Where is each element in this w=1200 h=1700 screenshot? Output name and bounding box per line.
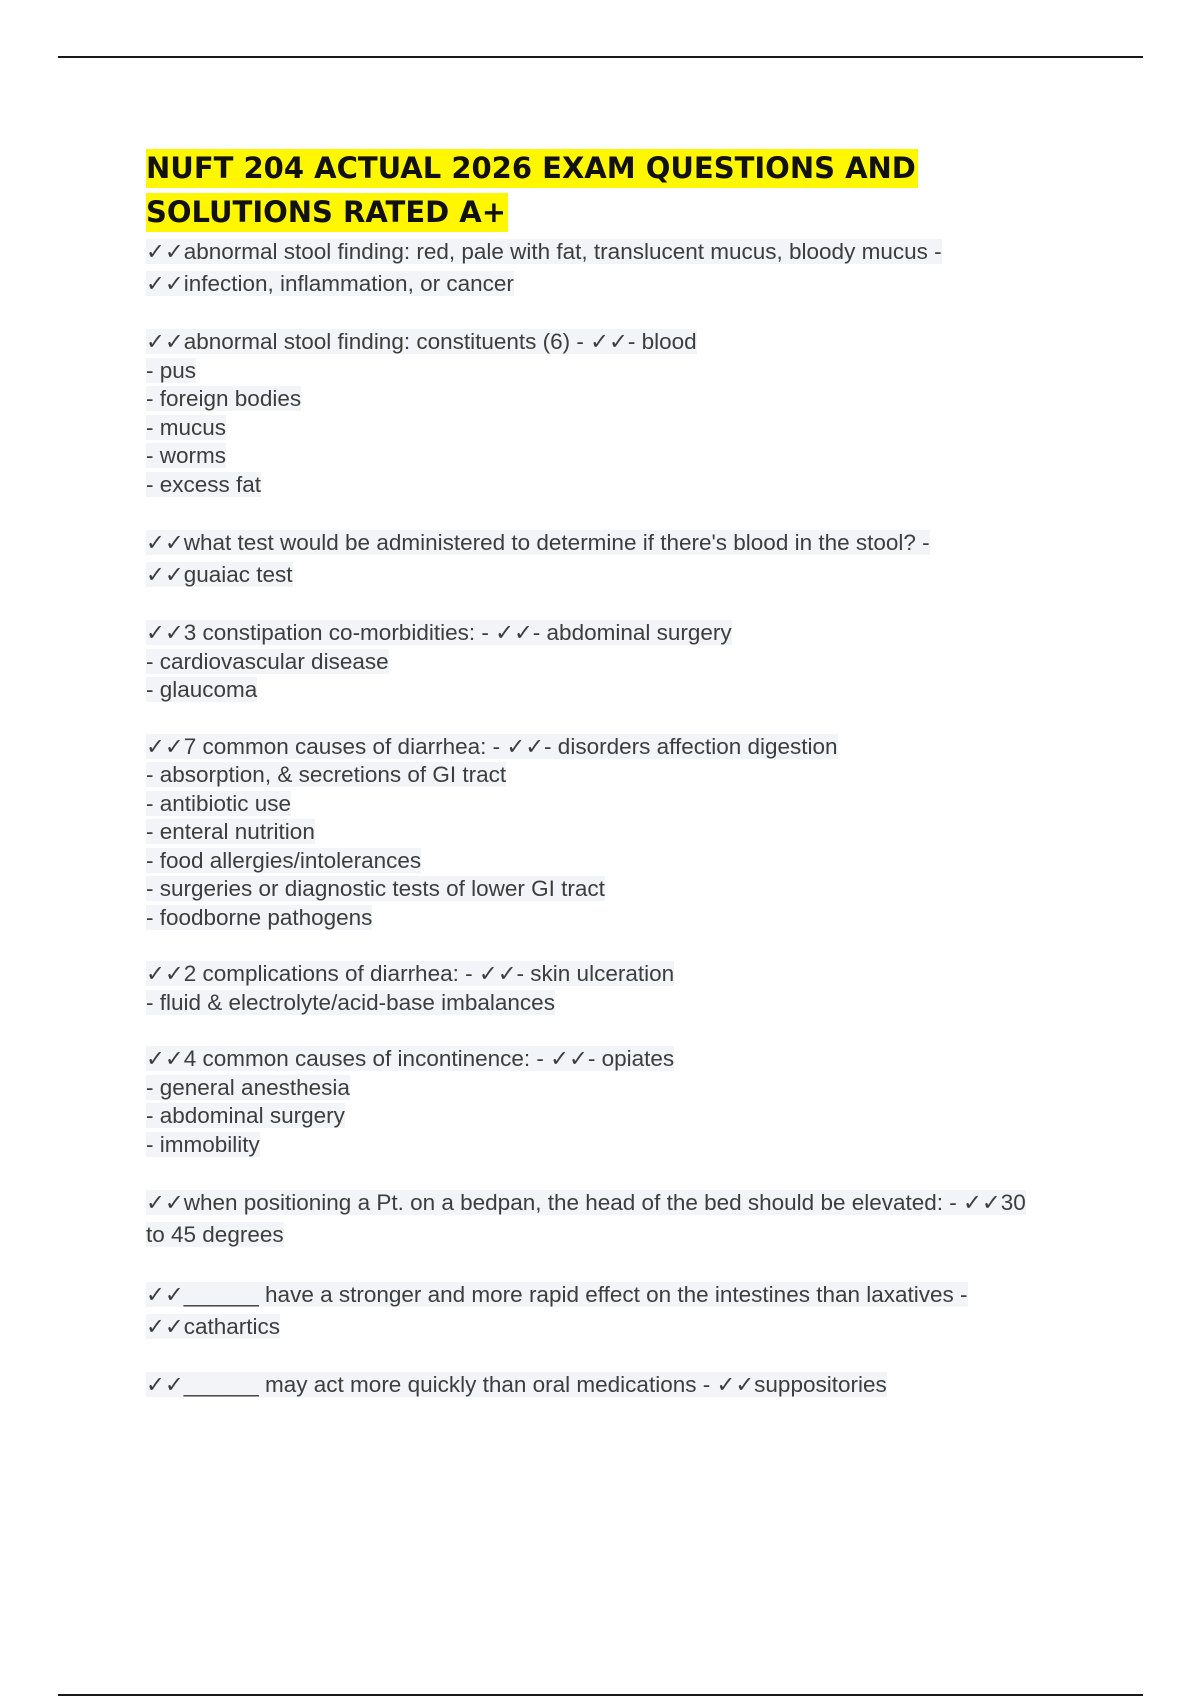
qa-question-line bbox=[146, 1187, 1106, 1219]
qa-answer-line bbox=[146, 761, 1106, 790]
bottom-rule bbox=[58, 1694, 1143, 1696]
qa-answer-line bbox=[146, 357, 1106, 386]
qa-line-text: - abdominal surgery bbox=[146, 1103, 345, 1128]
qa-answer-line bbox=[146, 1131, 1106, 1160]
qa-line-text: - fluid & electrolyte/acid-base imbalances bbox=[146, 989, 555, 1015]
qa-question-line bbox=[146, 1279, 1106, 1311]
qa-line-text: - food allergies/intolerances bbox=[146, 847, 422, 873]
qa-answer-line bbox=[146, 875, 1106, 904]
qa-line-text: - glaucoma bbox=[146, 677, 258, 702]
qa-answer-line bbox=[146, 268, 1106, 300]
qa-line-text: - excess fat bbox=[146, 471, 262, 497]
title-line-2: SOLUTIONS RATED A+ bbox=[146, 193, 508, 232]
qa-line-text: ✓✓______ have a stronger and more rapid effect on the intestines than laxatives - bbox=[146, 1282, 968, 1307]
qa-answer-line bbox=[146, 471, 1106, 500]
qa-line-text: ✓✓what test would be administered to determine if there's blood in the stool? - bbox=[146, 530, 930, 555]
qa-line-text: - antibiotic use bbox=[146, 790, 292, 816]
qa-question-line bbox=[146, 527, 1106, 559]
qa-answer-line bbox=[146, 676, 1106, 705]
qa-item bbox=[146, 1045, 1106, 1159]
qa-line-text: ✓✓2 complications of diarrhea: - ✓✓- skin ulceration bbox=[146, 961, 675, 986]
qa-line-text: ✓✓when positioning a Pt. on a bedpan, the head of the bed should be elevated: - ✓✓30 bbox=[146, 1190, 1026, 1215]
qa-question-line bbox=[146, 1045, 1106, 1074]
qa-line-text: ✓✓3 constipation co-morbidities: - ✓✓- abdominal surgery bbox=[146, 620, 732, 645]
qa-answer-line bbox=[146, 648, 1106, 677]
qa-answer-line bbox=[146, 847, 1106, 876]
qa-line-text: ✓✓7 common causes of diarrhea: - ✓✓- disorders affection digestion bbox=[146, 733, 838, 759]
qa-line-text: ✓✓cathartics bbox=[146, 1314, 280, 1339]
qa-line-text: ✓✓abnormal stool finding: red, pale with fat, translucent mucus, bloody mucus - bbox=[146, 239, 942, 264]
qa-line-text: - cardiovascular disease bbox=[146, 648, 389, 674]
qa-answer-line bbox=[146, 442, 1106, 471]
qa-answer-line bbox=[146, 989, 1106, 1018]
qa-line-text: - mucus bbox=[146, 414, 227, 440]
qa-item bbox=[146, 236, 1106, 300]
qa-item bbox=[146, 733, 1106, 933]
qa-line-text: - worms bbox=[146, 443, 226, 468]
qa-line-text: - foreign bodies bbox=[146, 386, 302, 411]
qa-list bbox=[146, 236, 1106, 1400]
document-body bbox=[146, 146, 1106, 1428]
qa-question-line bbox=[146, 1371, 1106, 1400]
qa-line-text: ✓✓4 common causes of incontinence: - ✓✓- opiates bbox=[146, 1046, 675, 1071]
qa-line-text: - pus bbox=[146, 357, 197, 383]
top-rule bbox=[58, 56, 1143, 58]
qa-line-text: - surgeries or diagnostic tests of lower GI tract bbox=[146, 876, 605, 901]
qa-answer-line bbox=[146, 414, 1106, 443]
qa-item bbox=[146, 1279, 1106, 1343]
qa-question-line bbox=[146, 960, 1106, 989]
qa-answer-line bbox=[146, 818, 1106, 847]
qa-answer-line bbox=[146, 1311, 1106, 1343]
qa-question-line bbox=[146, 733, 1106, 762]
qa-item bbox=[146, 960, 1106, 1017]
qa-item bbox=[146, 328, 1106, 499]
qa-line-text: - general anesthesia bbox=[146, 1074, 350, 1100]
qa-item bbox=[146, 1187, 1106, 1251]
qa-line-text: - enteral nutrition bbox=[146, 819, 315, 844]
document-title bbox=[146, 146, 1106, 234]
qa-question-line bbox=[146, 236, 1106, 268]
qa-answer-line bbox=[146, 904, 1106, 933]
qa-answer-line bbox=[146, 1219, 1106, 1251]
qa-line-text: ✓✓guaiac test bbox=[146, 562, 293, 587]
qa-answer-line bbox=[146, 1102, 1106, 1131]
title-line-1: NUFT 204 ACTUAL 2026 EXAM QUESTIONS AND bbox=[146, 149, 918, 188]
qa-item bbox=[146, 1371, 1106, 1400]
qa-line-text: ✓✓infection, inflammation, or cancer bbox=[146, 271, 514, 296]
qa-line-text: ✓✓abnormal stool finding: constituents (6) - ✓✓- blood bbox=[146, 329, 697, 354]
qa-line-text: - immobility bbox=[146, 1131, 260, 1157]
qa-answer-line bbox=[146, 1074, 1106, 1103]
qa-item bbox=[146, 527, 1106, 591]
qa-question-line bbox=[146, 328, 1106, 357]
qa-line-text: - foodborne pathogens bbox=[146, 904, 373, 930]
qa-answer-line bbox=[146, 790, 1106, 819]
qa-answer-line bbox=[146, 385, 1106, 414]
qa-line-text: - absorption, & secretions of GI tract bbox=[146, 762, 507, 787]
qa-question-line bbox=[146, 619, 1106, 648]
qa-answer-line bbox=[146, 559, 1106, 591]
qa-item bbox=[146, 619, 1106, 705]
qa-line-text: to 45 degrees bbox=[146, 1222, 284, 1247]
qa-line-text: ✓✓______ may act more quickly than oral medications - ✓✓suppositories bbox=[146, 1372, 887, 1397]
